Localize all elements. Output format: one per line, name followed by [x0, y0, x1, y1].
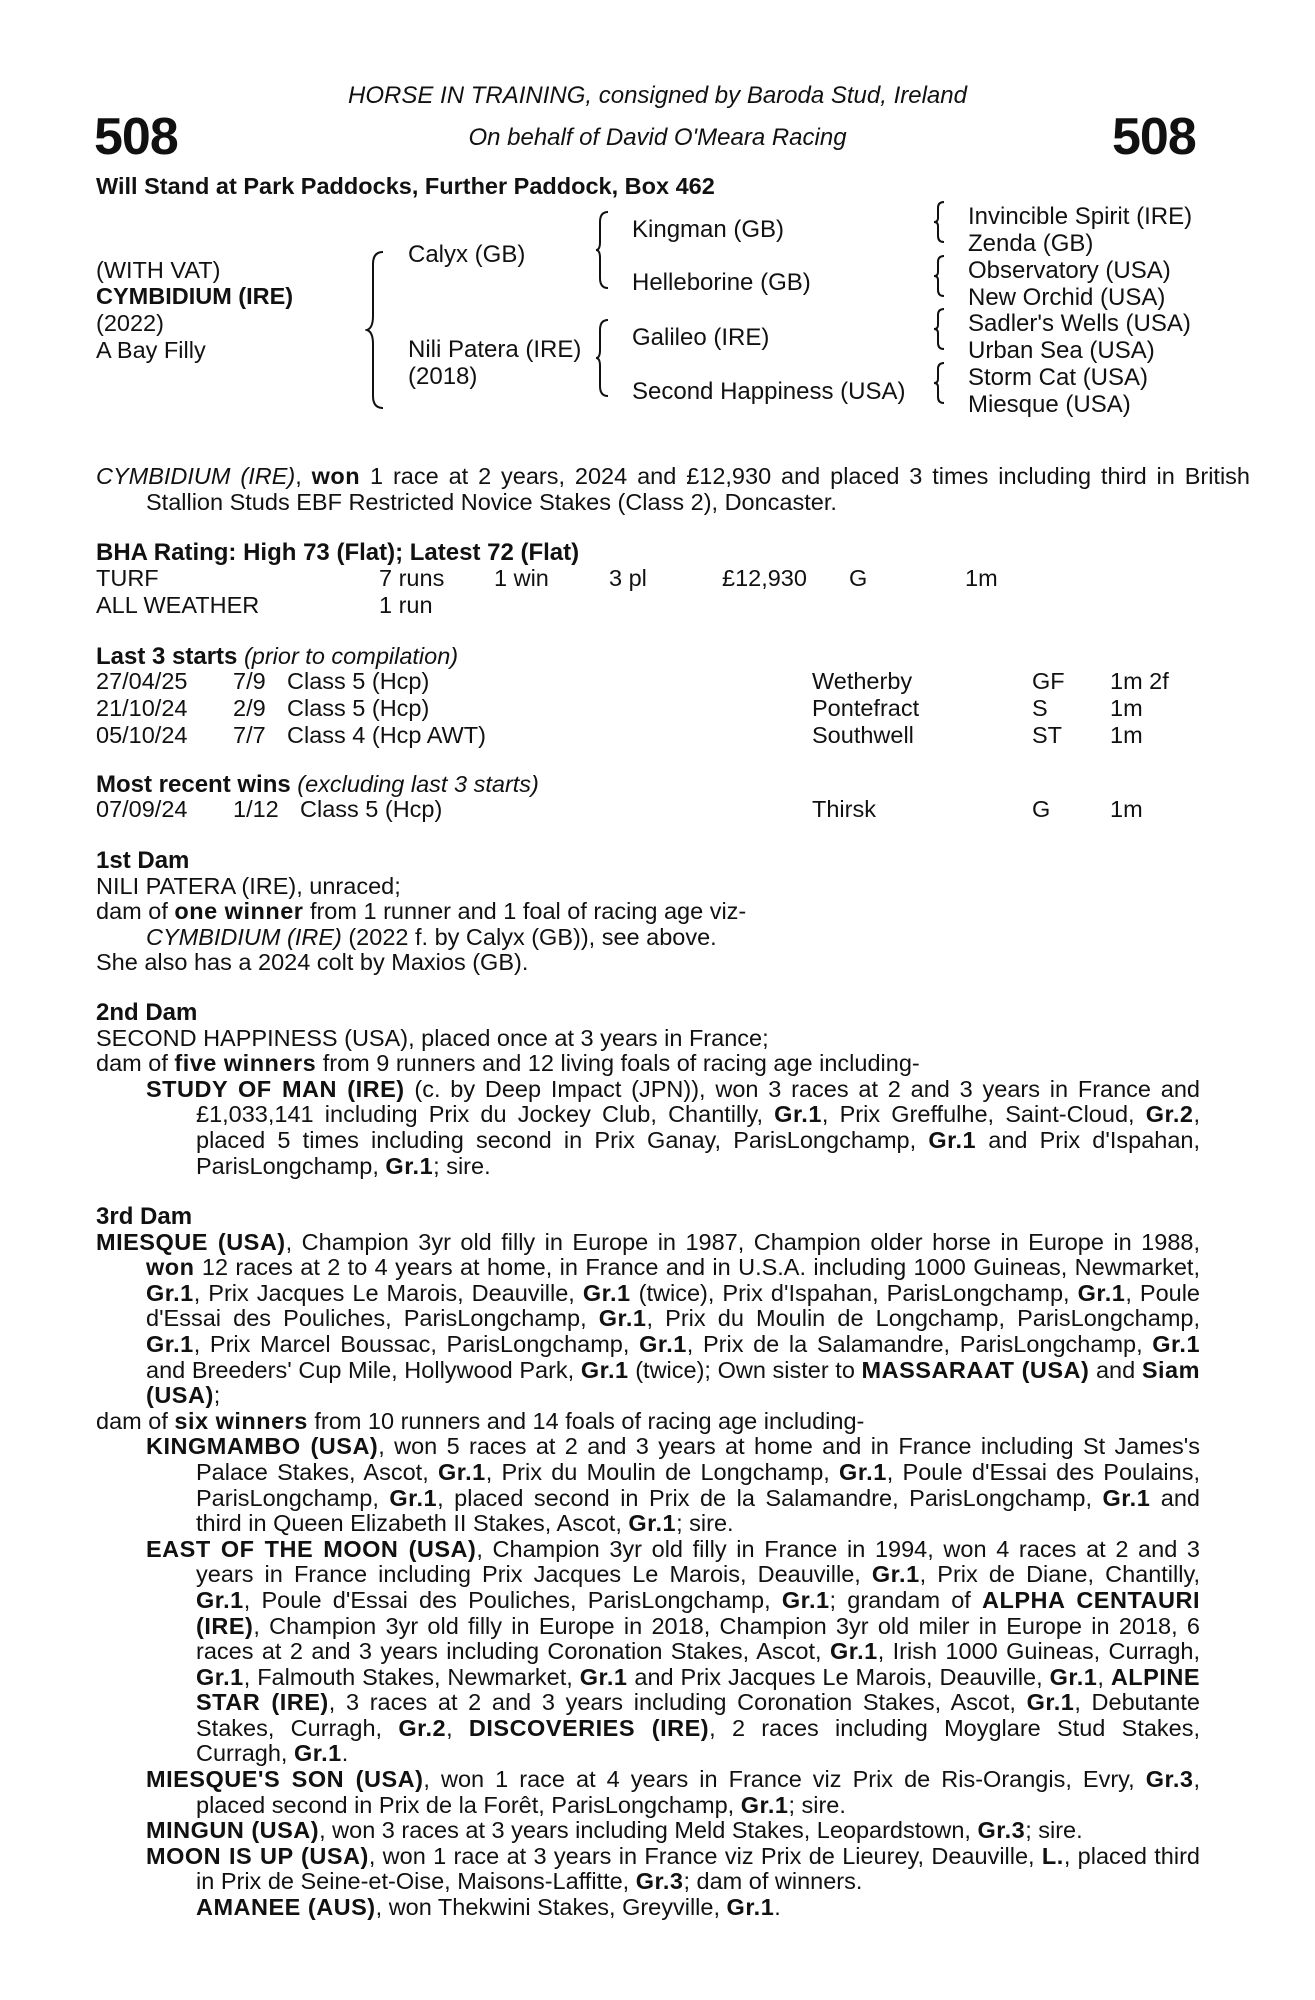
summary-horse-name: CYMBIDIUM (IRE)	[96, 463, 296, 489]
first-dam-section	[96, 848, 1200, 976]
text: (c. by Deep Impact (JPN)), won 3 races at 2 and 3 years in France and £1,033,141 including Prix du Jockey Club, Chantilly,	[196, 1075, 1200, 1128]
grade: Gr.1	[196, 1586, 244, 1613]
text: , won Thekwini Stakes, Greyville,	[375, 1894, 727, 1921]
win-distance: 1m	[1110, 796, 1143, 822]
rating-surface: ALL WEATHER	[96, 592, 260, 618]
grade: Gr.2	[1145, 1101, 1194, 1128]
text: won	[146, 1254, 195, 1281]
text: ; dam of winners.	[683, 1868, 863, 1895]
start-distance: 1m 2f	[1110, 668, 1169, 694]
start-date: 27/04/25	[96, 668, 188, 694]
winner-count: one winner	[174, 898, 304, 925]
produce-entry	[96, 1077, 1200, 1179]
text: from 10 runners and 14 foals of racing age including-	[307, 1407, 865, 1434]
pedigree-bracket-sire	[594, 210, 612, 290]
winner-count: six winners	[174, 1407, 308, 1434]
text: , placed third in Prix de Seine-et-Oise, Maisons-Laffitte,	[196, 1842, 1200, 1895]
text: , Prix Marcel Boussac, ParisLongchamp,	[193, 1330, 640, 1357]
pedigree-sire: Calyx (GB)	[408, 241, 526, 268]
grade: Gr.1	[389, 1484, 438, 1511]
pedigree-dam-sire: Galileo (IRE)	[632, 324, 770, 351]
text: , Champion 3yr old filly in France in 1994, won 4 races at 2 and 3 years in France including Prix Jacques Le Marois, Deauville,	[196, 1535, 1201, 1588]
behalf-line: On behalf of David O'Meara Racing	[468, 124, 847, 151]
start-going: S	[1032, 695, 1048, 721]
produce-entry	[96, 1844, 1200, 1895]
rating-distance	[965, 592, 998, 619]
pedigree-sds: Observatory (USA)	[968, 257, 1171, 284]
start-position: 7/7	[233, 722, 266, 748]
text: from 9 runners and 12 living foals of racing age including-	[316, 1050, 920, 1077]
rating-runs: 7 runs	[379, 565, 445, 591]
winner-count: five winners	[174, 1050, 317, 1077]
grade: L.	[1041, 1842, 1064, 1869]
grade: Gr.1	[1077, 1279, 1126, 1306]
second-dam-section	[96, 1000, 1200, 1179]
start-date: 05/10/24	[96, 722, 188, 748]
win-date: 07/09/24	[96, 796, 188, 822]
start-row	[96, 668, 1169, 695]
pedigree-bracket-g1	[932, 200, 948, 244]
grade: Gr.1	[740, 1791, 789, 1818]
text: , 3 races at 2 and 3 years including Coronation Stakes, Ascot,	[328, 1689, 1027, 1716]
text: ; grandam of	[829, 1586, 983, 1613]
win-class: Class 5 (Hcp)	[300, 796, 443, 822]
start-course: Pontefract	[812, 695, 920, 721]
text: , won 1 race at 3 years in France viz Prix de Lieurey, Deauville,	[368, 1842, 1042, 1869]
pedigree-bracket-g2	[932, 254, 948, 298]
first-dam-heading: 1st Dam	[96, 847, 190, 874]
text: , 2 races including Moyglare Stud Stakes, Curragh,	[196, 1714, 1200, 1767]
text: , Prix du Moulin de Longchamp,	[485, 1458, 840, 1485]
grade: Gr.3	[635, 1868, 684, 1895]
second-dam-line: SECOND HAPPINESS (USA), placed once at 3 years in France;	[96, 1024, 769, 1051]
horse-name: ALPINE STAR (IRE)	[196, 1663, 1200, 1716]
rating-table	[96, 565, 998, 619]
pedigree-dss: Sadler's Wells (USA)	[968, 310, 1191, 337]
text: ; sire.	[788, 1791, 846, 1818]
horse-name: MASSARAAT (USA)	[861, 1356, 1090, 1383]
grade: Gr.1	[385, 1152, 434, 1179]
consignor-line: HORSE IN TRAINING, consigned by Baroda Stud, Ireland	[348, 82, 967, 109]
rating-wins: 1 win	[494, 565, 549, 591]
text: , Irish 1000 Guineas, Curragh,	[877, 1638, 1200, 1665]
text: , Debutante Stakes, Curragh,	[196, 1689, 1200, 1741]
pedigree-sire-sire: Kingman (GB)	[632, 216, 785, 243]
text: .	[774, 1894, 781, 1921]
pedigree-bracket-g3	[932, 307, 948, 351]
pedigree-sss: Invincible Spirit (IRE)	[968, 203, 1193, 230]
start-position: 2/9	[233, 695, 266, 721]
descendant-entry	[96, 1895, 1200, 1921]
text: , Champion 3yr old filly in Europe in 1987, Champion older horse in Europe in 1988,	[285, 1228, 1200, 1255]
grade: Gr.1	[598, 1305, 647, 1332]
text: .	[341, 1740, 349, 1767]
text: , won 1 race at 4 years in France viz Prix de Ris-Orangis, Evry,	[423, 1766, 1146, 1793]
last3-table	[96, 668, 1169, 749]
text: (twice), Prix d'Ispahan, ParisLongchamp,	[630, 1279, 1078, 1306]
text: dam of	[96, 898, 175, 925]
text: and Breeders' Cup Mile, Hollywood Park,	[146, 1356, 581, 1383]
vat-note: (WITH VAT)	[96, 257, 221, 283]
text: ;	[213, 1382, 221, 1409]
rating-runs: 1 run	[379, 592, 433, 618]
third-dam-section	[96, 1204, 1200, 1921]
horse-name: MINGUN (USA)	[146, 1817, 320, 1844]
grade: Gr.1	[839, 1458, 887, 1485]
text: , Poule d'Essai des Pouliches, ParisLongchamp,	[146, 1279, 1200, 1332]
rating-going: G	[849, 565, 868, 591]
rating-row	[96, 592, 998, 619]
text: and Prix Jacques Le Marois, Deauville,	[627, 1663, 1050, 1690]
grade: Gr.1	[1026, 1689, 1075, 1716]
text: , placed second in Prix de la Salamandre, ParisLongchamp,	[437, 1484, 1103, 1511]
grade: Gr.1	[726, 1894, 775, 1921]
text: and	[1089, 1356, 1142, 1383]
grade: Gr.1	[781, 1586, 830, 1613]
start-going: GF	[1032, 668, 1065, 694]
start-distance: 1m	[1110, 695, 1143, 721]
text: (twice); Own sister to	[628, 1356, 862, 1383]
grade: Gr.1	[146, 1330, 194, 1357]
last3-heading: Last 3 starts	[96, 643, 238, 670]
race-summary: CYMBIDIUM (IRE), won 1 race at 2 years, 2024 and £12,930 and placed 3 times including third in British Stallion Studs EBF Restricted Novice Stakes (Class 2), Doncaster.	[96, 463, 1251, 515]
text: (2022 f. by Calyx (GB)), see above.	[341, 923, 717, 950]
horse-description: A Bay Filly	[96, 337, 206, 363]
text: , placed 5 times including second in Prix Ganay, ParisLongchamp,	[196, 1101, 1200, 1153]
grade: Gr.1	[628, 1510, 677, 1537]
grade: Gr.3	[1145, 1766, 1194, 1793]
text: , Falmouth Stakes, Newmarket,	[243, 1663, 580, 1690]
grade: Gr.1	[1049, 1663, 1098, 1690]
pedigree-ssd: Zenda (GB)	[968, 230, 1094, 257]
text: dam of	[96, 1407, 175, 1434]
grade: Gr.1	[146, 1279, 194, 1306]
grade: Gr.1	[579, 1663, 628, 1690]
text: ,	[1097, 1663, 1111, 1690]
grade: Gr.3	[977, 1817, 1026, 1844]
text: , Prix du Moulin de Longchamp, ParisLongchamp,	[646, 1305, 1200, 1332]
win-course: Thirsk	[812, 796, 876, 822]
horse-year: (2022)	[96, 310, 164, 336]
grade: Gr.1	[580, 1356, 629, 1383]
pedigree-dds: Storm Cat (USA)	[968, 364, 1149, 391]
horse-name: KINGMAMBO (USA)	[146, 1433, 379, 1460]
text: dam of	[96, 1050, 175, 1077]
horse-name: ALPHA CENTAURI (IRE)	[196, 1586, 1200, 1639]
horse-name: MIESQUE'S SON (USA)	[146, 1766, 424, 1793]
grade: Gr.1	[774, 1101, 822, 1128]
third-dam-heading: 3rd Dam	[96, 1203, 193, 1230]
text: 12 races at 2 to 4 years at home, in France and in U.S.A. including 1000 Guineas, Newmarket,	[194, 1254, 1200, 1281]
text: , Poule d'Essai des Poulains, ParisLongchamp,	[196, 1458, 1200, 1511]
horse-name: MOON IS UP (USA)	[146, 1842, 369, 1869]
pedigree-dam: Nili Patera (IRE)	[408, 336, 582, 363]
pedigree-sire-dam: Helleborine (GB)	[632, 269, 811, 296]
rating-places	[609, 592, 722, 619]
produce-entry	[96, 1537, 1200, 1767]
rating-places: 3 pl	[609, 565, 647, 591]
text: ; sire.	[1025, 1817, 1083, 1844]
grade: Gr.1	[829, 1638, 878, 1665]
recent-heading-line	[96, 771, 539, 798]
rating-surface: TURF	[96, 565, 159, 591]
first-dam-foal	[96, 925, 1200, 951]
pedigree-bracket-g4	[932, 361, 948, 405]
second-dam-heading: 2nd Dam	[96, 999, 198, 1026]
start-course: Southwell	[812, 722, 914, 748]
pedigree-dam-dam: Second Happiness (USA)	[632, 378, 906, 405]
rating-prize: £12,930	[722, 565, 807, 591]
grade: Gr.1	[1102, 1484, 1151, 1511]
grade: Gr.1	[196, 1663, 244, 1690]
grade: Gr.1	[639, 1330, 687, 1357]
text: from 1 runner and 1 foal of racing age viz-	[303, 898, 747, 925]
text: , won 3 races at 3 years including Meld Stakes, Leopardstown,	[319, 1817, 978, 1844]
text: , Prix Greffulhe, Saint-Cloud,	[821, 1101, 1146, 1128]
start-class: Class 5 (Hcp)	[287, 668, 430, 694]
start-date: 21/10/24	[96, 695, 188, 721]
text: ; sire.	[433, 1152, 491, 1179]
start-position: 7/9	[233, 668, 266, 694]
summary-text: 1 race at 2 years, 2024 and £12,930 and placed 3 times including third in British Stallion Studs EBF Restricted Novice Stakes (Class 2), Doncaster.	[146, 463, 1251, 515]
last3-note: (prior to compilation)	[243, 643, 459, 669]
pedigree-sdd: New Orchid (USA)	[968, 284, 1166, 311]
recent-heading: Most recent wins	[96, 771, 291, 798]
recent-note: (excluding last 3 starts)	[297, 771, 539, 797]
win-row	[96, 796, 1143, 823]
lot-number-right: 508	[1112, 108, 1196, 166]
text: , Prix de la Salamandre, ParisLongchamp,	[686, 1330, 1153, 1357]
rating-going	[849, 592, 965, 619]
grade: Gr.1	[437, 1458, 486, 1485]
start-row	[96, 695, 1169, 722]
stand-location: Will Stand at Park Paddocks, Further Paddock, Box 462	[96, 173, 715, 199]
start-class: Class 4 (Hcp AWT)	[287, 722, 486, 748]
grade: Gr.1	[293, 1740, 342, 1767]
third-dam-entry	[96, 1230, 1200, 1409]
first-dam-line: NILI PATERA (IRE), unraced;	[96, 872, 401, 899]
grade: Gr.1	[1152, 1330, 1201, 1357]
rating-heading: BHA Rating: High 73 (Flat); Latest 72 (Flat)	[96, 539, 580, 566]
start-distance: 1m	[1110, 722, 1143, 748]
text: ; sire.	[676, 1510, 734, 1537]
first-dam-produce-line	[96, 899, 1200, 925]
horse-name: AMANEE (AUS)	[196, 1894, 376, 1921]
produce-entry	[96, 1767, 1200, 1818]
grade: Gr.1	[871, 1561, 920, 1588]
first-dam-note: She also has a 2024 colt by Maxios (GB).	[96, 949, 529, 976]
text: , won 5 races at 2 and 3 years at home and in France including St James's Palace Stakes, Ascot,	[196, 1433, 1200, 1485]
text: ,	[446, 1714, 469, 1741]
start-going: ST	[1032, 722, 1063, 748]
horse-name: EAST OF THE MOON (USA)	[146, 1535, 477, 1562]
pedigree-bracket-main	[365, 250, 387, 410]
pedigree-dsd: Urban Sea (USA)	[968, 337, 1155, 364]
start-class: Class 5 (Hcp)	[287, 695, 430, 721]
horse-name: CYMBIDIUM (IRE)	[96, 283, 294, 309]
rating-row	[96, 565, 998, 592]
last3-heading-line	[96, 643, 458, 670]
produce-entry	[96, 1818, 1200, 1844]
rating-prize	[722, 592, 849, 619]
produce-entry	[96, 1434, 1200, 1536]
pedigree-bracket-dam	[594, 318, 612, 398]
text: , Prix Jacques Le Marois, Deauville,	[193, 1279, 583, 1306]
third-dam-produce-line	[96, 1409, 1200, 1435]
recent-table	[96, 796, 1143, 823]
horse-name: MIESQUE (USA)	[96, 1228, 286, 1255]
second-dam-produce-line	[96, 1051, 1200, 1077]
start-row	[96, 722, 1169, 749]
win-position: 1/12	[233, 796, 279, 822]
rating-wins	[494, 592, 609, 619]
text: , Champion 3yr old filly in Europe in 2018, Champion 3yr old miler in Europe in 2018, 6 races at 2 and 3 years including Coronation Stakes, Ascot,	[196, 1612, 1200, 1665]
horse-name: STUDY OF MAN (IRE)	[146, 1075, 405, 1102]
text: , Poule d'Essai des Pouliches, ParisLongchamp,	[243, 1586, 782, 1613]
grade: Gr.1	[928, 1126, 977, 1153]
lot-number-left: 508	[94, 108, 178, 166]
text: and third in Queen Elizabeth II Stakes, Ascot,	[196, 1484, 1200, 1537]
horse-name: DISCOVERIES (IRE)	[468, 1714, 710, 1741]
grade: Gr.2	[398, 1714, 447, 1741]
pedigree-dam-year: (2018)	[408, 363, 478, 390]
grade: Gr.1	[582, 1279, 631, 1306]
start-course: Wetherby	[812, 668, 913, 694]
rating-distance: 1m	[965, 565, 998, 591]
text: , placed second in Prix de la Forêt, ParisLongchamp,	[196, 1766, 1200, 1818]
win-going: G	[1032, 796, 1051, 822]
horse-name: Siam (USA)	[146, 1356, 1200, 1409]
pedigree-ddd: Miesque (USA)	[968, 391, 1131, 418]
text: and Prix d'Ispahan, ParisLongchamp,	[196, 1126, 1201, 1179]
text: , Prix de Diane, Chantilly,	[919, 1561, 1201, 1588]
summary-won: won	[311, 463, 361, 489]
foal-name: CYMBIDIUM (IRE)	[146, 923, 342, 950]
